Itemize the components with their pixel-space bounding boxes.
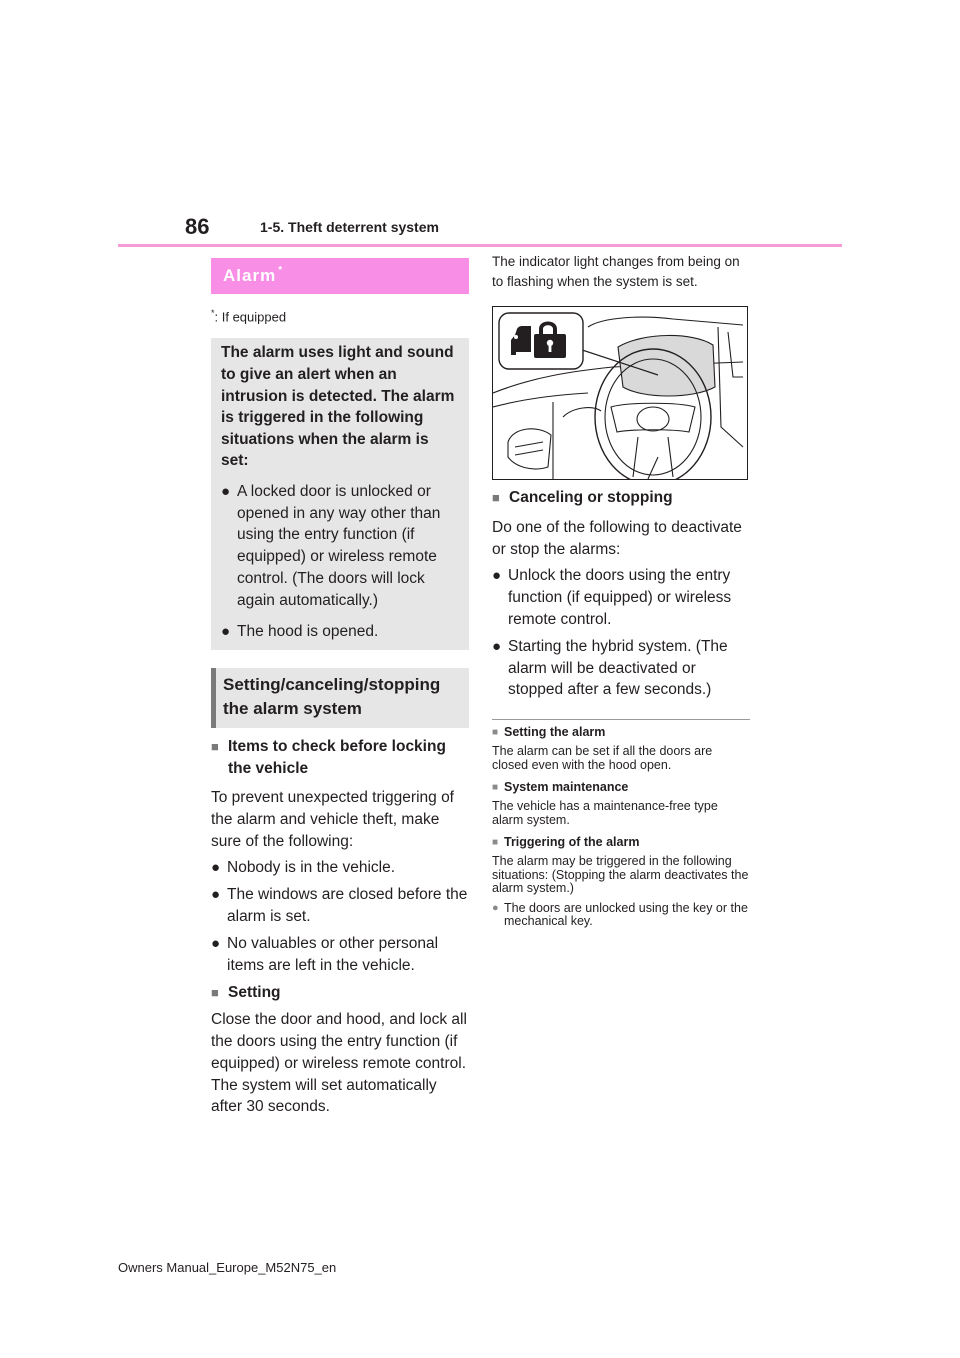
note-setting-text: The alarm can be set if all the doors are closed even with the hood open. xyxy=(492,744,713,772)
list-item xyxy=(492,636,750,701)
square-bullet-icon: ■ xyxy=(492,727,499,739)
page-number: 86 xyxy=(185,214,210,239)
list-item xyxy=(492,902,750,929)
bullet-icon: ● xyxy=(211,886,221,904)
square-bullet-icon: ■ xyxy=(211,985,219,1001)
bullet-icon: ● xyxy=(492,637,502,655)
alarm-section-heading xyxy=(211,258,469,294)
summary-box xyxy=(211,338,469,650)
items-check-intro: To prevent unexpected triggering of the alarm and vehicle theft, make sure of the following: xyxy=(211,789,454,850)
right-column xyxy=(492,252,750,929)
note-maintenance-text: The vehicle has a maintenance-free type alarm system. xyxy=(492,799,718,827)
bullet-icon: ● xyxy=(211,934,221,952)
note-maintenance-heading-text: System maintenance xyxy=(504,780,629,795)
bullet-icon: ● xyxy=(492,901,499,914)
bullet-icon: ● xyxy=(221,482,231,500)
list-item xyxy=(211,933,469,977)
items-check-heading-text: Items to check before locking the vehicle xyxy=(228,738,446,778)
list-item xyxy=(211,857,469,879)
note-setting-heading xyxy=(492,725,750,740)
list-item-text: Unlock the doors using the entry function (if equipped) or wireless remote control. xyxy=(508,567,732,628)
footer-text: Owners Manual_Europe_M52N75_en xyxy=(118,1260,337,1275)
square-bullet-icon: ■ xyxy=(492,490,500,505)
summary-text: The alarm uses light and sound to give an alert when an intrusion is detected. The alarm is triggered in the following situations when the alarm is set: xyxy=(221,344,455,470)
square-bullet-icon: ■ xyxy=(211,739,219,755)
list-item-text: A locked door is unlocked or opened in any way other than using the entry function (if equipped) or wireless remote control. (The doors will lock again automatically.) xyxy=(237,482,441,609)
setting-section-heading: Setting/canceling/stopping the alarm system xyxy=(211,668,469,728)
note-maintenance-heading xyxy=(492,780,750,795)
square-bullet-icon: ■ xyxy=(492,837,499,849)
note-triggering-text: The alarm may be triggered in the following situations: (Stopping the alarm deactivates the alarm system.) xyxy=(492,854,749,896)
note-triggering-heading xyxy=(492,835,750,850)
setting-text: Close the door and hood, and lock all the doors using the entry function (if equipped) or wireless remote control. The system will set automatically after 30 seconds. xyxy=(211,1011,467,1116)
list-item xyxy=(221,621,459,643)
canceling-intro: Do one of the following to deactivate or stop the alarms: xyxy=(492,518,742,558)
bullet-icon: ● xyxy=(221,622,231,640)
indicator-text: The indicator light changes from being on to flashing when the system is set. xyxy=(492,254,740,289)
list-item xyxy=(211,884,469,928)
canceling-heading-text: Canceling or stopping xyxy=(509,489,673,506)
bullet-icon: ● xyxy=(211,859,221,877)
canceling-heading xyxy=(492,487,750,509)
header-divider xyxy=(118,244,842,247)
alarm-heading-text: Alarm xyxy=(223,266,277,285)
section-title: 1-5. Theft deterrent system xyxy=(260,219,439,235)
footnote xyxy=(211,308,469,324)
list-item-text: Starting the hybrid system. (The alarm will be deactivated or stopped after a few seconds.) xyxy=(508,637,728,699)
list-item xyxy=(221,481,459,612)
footnote-text: : If equipped xyxy=(214,309,287,325)
list-item-text: Nobody is in the vehicle. xyxy=(227,859,396,877)
bullet-icon: ● xyxy=(492,567,502,585)
left-column xyxy=(211,258,469,1118)
list-item-text: No valuables or other personal items are left in the vehicle. xyxy=(227,934,439,974)
note-setting-heading-text: Setting the alarm xyxy=(504,725,606,740)
setting-heading-text: Setting xyxy=(228,984,281,1002)
note-triggering-heading-text: Triggering of the alarm xyxy=(504,835,640,850)
items-check-heading xyxy=(211,736,469,780)
square-bullet-icon: ■ xyxy=(492,782,499,794)
alarm-heading-mark: * xyxy=(278,264,284,276)
list-item-text: The doors are unlocked using the key or the mechanical key. xyxy=(504,900,748,929)
dashboard-illustration xyxy=(492,306,748,480)
list-item-text: The hood is opened. xyxy=(237,622,379,640)
notes-divider xyxy=(492,719,750,720)
setting-heading xyxy=(211,982,469,1004)
list-item-text: The windows are closed before the alarm is set. xyxy=(227,886,468,926)
footnote-mark: * xyxy=(211,308,215,318)
list-item xyxy=(492,565,750,630)
